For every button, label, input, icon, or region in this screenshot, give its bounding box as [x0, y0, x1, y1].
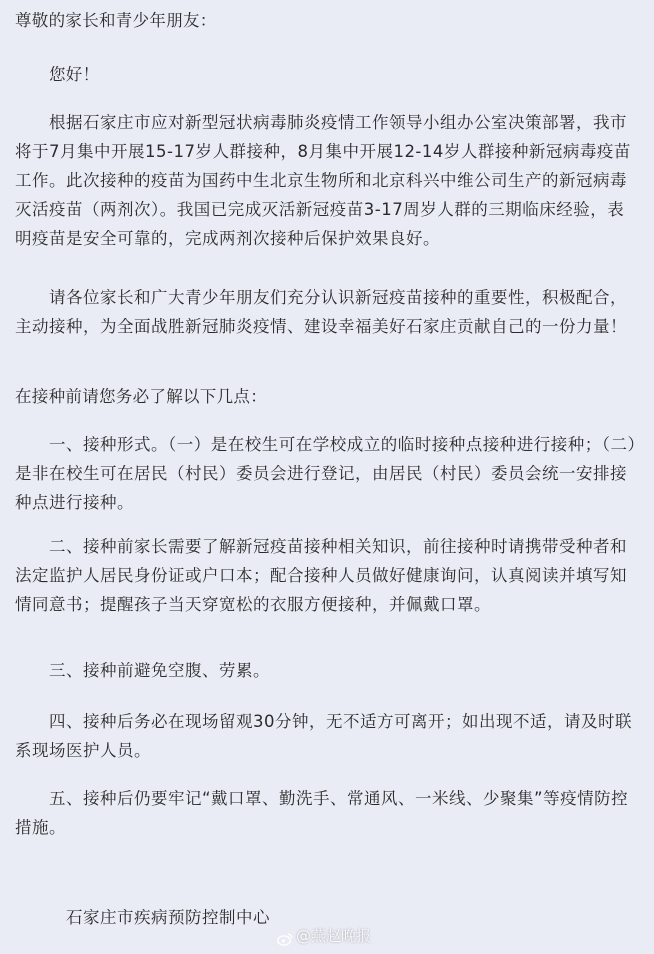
signature: 石家庄市疾病预防控制中心 [66, 908, 270, 927]
watermark [277, 924, 371, 948]
notice-item-5: 五、接种后仍要牢记“戴口罩、勤洗手、常通风、一米线、少聚集”等疫情防控措施。 [15, 789, 629, 837]
salutation: 尊敬的家长和青少年朋友： [15, 11, 217, 30]
notice-item-2: 二、接种前家长需要了解新冠疫苗接种相关知识，前往接种时请携带受种者和法定监护人居民身份证或户口本；配合接种人员做好健康询问，认真阅读并填写知情同意书；提醒孩子当天穿宽松的衣服方便接种，并佩戴口罩。 [15, 537, 627, 614]
paragraph-appeal: 请各位家长和广大青少年朋友们充分认识新冠疫苗接种的重要性，积极配合，主动接种，为全面战胜新冠肺炎疫情、建设幸福美好石家庄贡献自己的一份力量！ [15, 288, 627, 336]
notice-item-4: 四、接种后务必在现场留观30分钟，无不适方可离开；如出现不适，请及时联系现场医护人员。 [15, 712, 632, 760]
notice-heading: 在接种前请您务必了解以下几点： [15, 387, 267, 406]
paragraph-policy: 根据石家庄市应对新型冠状病毒肺炎疫情工作领导小组办公室决策部署，我市将于7月集中开展15-17岁人群接种，8月集中开展12-14岁人群接种新冠病毒疫苗工作。此次接种的疫苗为国药中生北京生物所和北京科兴中维公司生产的新冠病毒灭活疫苗（两剂次）。我国已完成灭活新冠疫苗3-17周岁人群的三期临床经验，表明疫苗是安全可靠的，完成两剂次接种后保护效果良好。 [15, 113, 631, 248]
watermark-text: @燕赵晚报 [296, 927, 372, 945]
notice-item-3: 三、接种前避免空腹、劳累。 [49, 661, 270, 680]
notice-item-1: 一、接种形式。（一）是在校生可在学校成立的临时接种点接种进行接种；（二）是非在校生可在居民（村民）委员会进行登记，由居民（村民）委员会统一安排接种点进行接种。 [15, 435, 637, 512]
weibo-icon [277, 929, 293, 943]
greeting: 您好！ [49, 65, 100, 84]
